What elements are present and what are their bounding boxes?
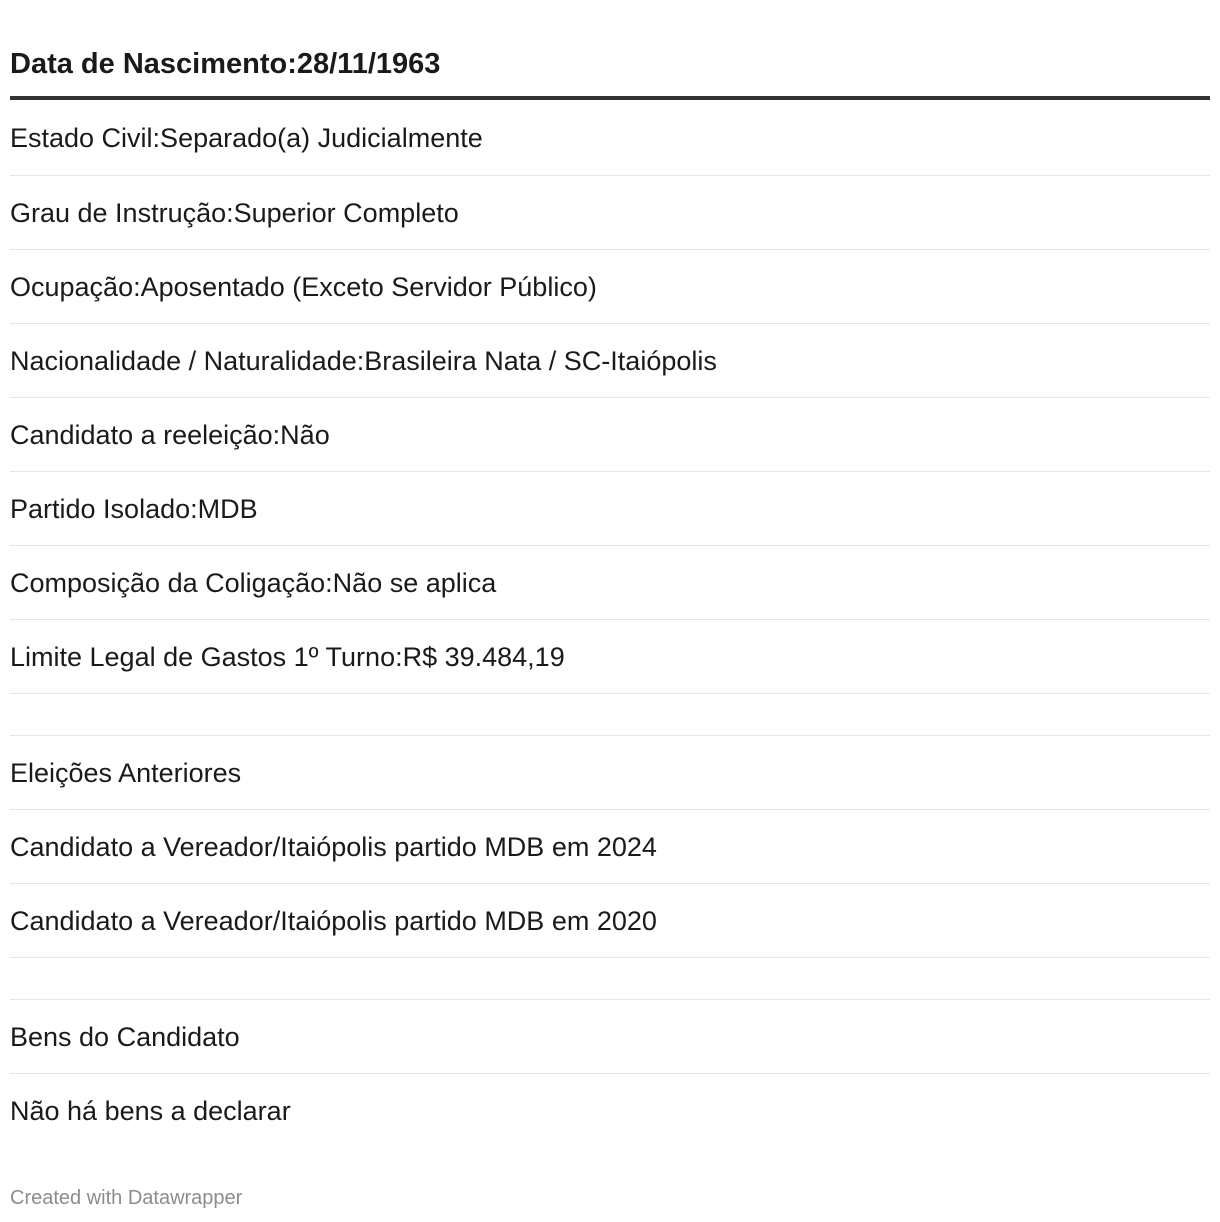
table-header bbox=[10, 0, 1210, 100]
table-row-previous-election-2020: Candidato a Vereador/Itaiópolis partido MDB em 2020 bbox=[10, 884, 1210, 958]
table-row-nationality: Nacionalidade / Naturalidade:Brasileira Nata / SC-Itaiópolis bbox=[10, 324, 1210, 398]
candidate-info-table bbox=[10, 0, 1210, 1148]
table-row-coalition: Composição da Coligação:Não se aplica bbox=[10, 546, 1210, 620]
birth-date-heading: Data de Nascimento:28/11/1963 bbox=[10, 48, 441, 80]
table-row-reelection: Candidato a reeleição:Não bbox=[10, 398, 1210, 472]
table-row-occupation: Ocupação:Aposentado (Exceto Servidor Público) bbox=[10, 250, 1210, 324]
table-row-previous-election-2024: Candidato a Vereador/Itaiópolis partido MDB em 2024 bbox=[10, 810, 1210, 884]
table-row-marital-status: Estado Civil:Separado(a) Judicialmente bbox=[10, 100, 1210, 176]
table-row-previous-elections-title: Eleições Anteriores bbox=[10, 736, 1210, 810]
table-row-assets-value: Não há bens a declarar bbox=[10, 1096, 291, 1126]
table-row-spending-limit: Limite Legal de Gastos 1º Turno:R$ 39.484,19 bbox=[10, 620, 1210, 694]
table-row-education: Grau de Instrução:Superior Completo bbox=[10, 176, 1210, 250]
table-row-assets-title: Bens do Candidato bbox=[10, 1000, 1210, 1074]
table-row-party: Partido Isolado:MDB bbox=[10, 472, 1210, 546]
datawrapper-credit: Created with Datawrapper bbox=[10, 1187, 243, 1209]
table-row-spacer bbox=[10, 958, 1210, 1000]
table-row-spacer bbox=[10, 694, 1210, 736]
